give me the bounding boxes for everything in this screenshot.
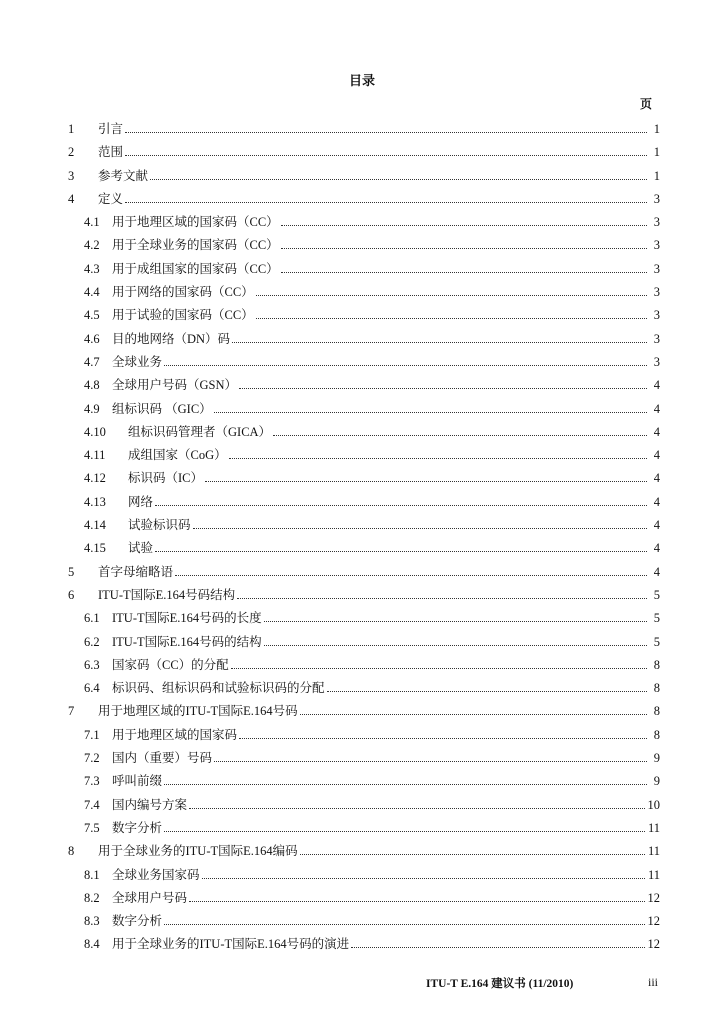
toc-entry[interactable] <box>68 304 660 327</box>
toc-page: 5 <box>653 634 660 649</box>
toc-page: 4 <box>653 401 660 416</box>
toc-number: 4.3 <box>84 261 100 276</box>
toc-page: 3 <box>653 261 660 276</box>
toc-page: 1 <box>653 122 660 136</box>
toc-number: 4.15 <box>84 541 106 556</box>
toc-page: 4 <box>653 424 660 439</box>
dot-leader <box>164 924 644 925</box>
toc-entry[interactable] <box>68 840 660 863</box>
toc-number: 7 <box>68 704 75 719</box>
toc-entry[interactable] <box>68 421 660 444</box>
toc-entry[interactable] <box>68 374 660 397</box>
toc-number: 7.3 <box>84 774 100 789</box>
toc-number: 4.11 <box>84 448 106 463</box>
toc-title: 标识码、组标识码和试验标识码的分配 <box>112 681 325 696</box>
toc-page: 3 <box>653 354 660 369</box>
toc-title: 引言 <box>98 122 124 136</box>
toc-title: 成组国家（CoG） <box>128 448 227 463</box>
toc-entry[interactable] <box>68 747 660 770</box>
toc-title: 用于试验的国家码（CC） <box>112 308 254 323</box>
toc-entry[interactable] <box>68 281 660 304</box>
toc-title: 用于网络的国家码（CC） <box>112 285 254 300</box>
dot-leader <box>214 412 647 413</box>
toc-number: 7.4 <box>84 797 100 812</box>
toc-number: 4.14 <box>84 518 106 533</box>
toc-number: 4.1 <box>84 215 100 230</box>
toc-page: 10 <box>647 797 660 812</box>
toc-title: 组标识码管理者（GICA） <box>128 424 272 439</box>
footer-page-number: iii <box>648 975 659 989</box>
dot-leader <box>281 248 647 249</box>
dot-leader <box>125 132 647 133</box>
toc-title: ITU-T国际E.164号码结构 <box>98 587 236 602</box>
toc-page: 8 <box>653 704 660 719</box>
toc-number: 8.2 <box>84 890 100 905</box>
toc-number: 7.2 <box>84 751 100 766</box>
toc-page: 8 <box>653 657 660 672</box>
toc-entry[interactable] <box>68 398 660 421</box>
toc-title: 全球用户号码（GSN） <box>112 378 238 393</box>
toc-entry[interactable] <box>68 933 660 956</box>
dot-leader <box>164 831 645 832</box>
toc-page: 4 <box>653 448 660 463</box>
dot-leader <box>237 598 647 599</box>
toc-page: 4 <box>653 541 660 556</box>
toc-title: 用于全球业务的ITU-T国际E.164编码 <box>98 844 298 859</box>
toc-entry[interactable] <box>68 141 660 164</box>
dot-leader <box>189 808 644 809</box>
toc-number: 8.4 <box>84 937 100 952</box>
toc-title: 范围 <box>98 145 124 160</box>
dot-leader <box>214 761 647 762</box>
toc-page: 9 <box>653 751 660 766</box>
toc-number: 4.12 <box>84 471 106 486</box>
dot-leader <box>273 435 647 436</box>
toc-title: 定义 <box>98 191 124 206</box>
dot-leader <box>202 878 645 879</box>
dot-leader <box>231 668 647 669</box>
toc-page: 11 <box>647 820 660 835</box>
toc-entry[interactable] <box>68 165 660 188</box>
toc-title: 试验 <box>128 541 154 556</box>
toc-entry[interactable] <box>68 211 660 234</box>
toc-entry[interactable] <box>68 328 660 351</box>
toc-number: 4.7 <box>84 354 100 369</box>
toc-title: 标识码（IC） <box>128 471 204 486</box>
toc-title: 目的地网络（DN）码 <box>112 331 231 346</box>
toc-title: ITU-T国际E.164号码的结构 <box>112 634 262 649</box>
dot-leader <box>239 738 647 739</box>
toc-entry[interactable] <box>68 234 660 257</box>
dot-leader <box>264 621 647 622</box>
dot-leader <box>300 854 645 855</box>
toc-page: 5 <box>653 611 660 626</box>
toc-number: 8.1 <box>84 867 100 882</box>
toc-title: 网络 <box>128 494 154 509</box>
toc-page: 3 <box>653 308 660 323</box>
toc-number: 6 <box>68 587 75 602</box>
toc-entry[interactable] <box>68 724 660 747</box>
toc-number: 3 <box>68 168 75 183</box>
toc-title: ITU-T国际E.164号码的长度 <box>112 611 262 626</box>
toc-entry[interactable] <box>68 118 660 141</box>
toc-number: 6.1 <box>84 611 100 626</box>
toc-page: 4 <box>653 564 660 579</box>
dot-leader <box>164 365 647 366</box>
toc-number: 1 <box>68 122 75 136</box>
toc-entry[interactable] <box>68 258 660 281</box>
toc-number: 6.2 <box>84 634 100 649</box>
toc-number: 4.13 <box>84 494 106 509</box>
toc-title: 用于全球业务的ITU-T国际E.164号码的演进 <box>112 937 350 952</box>
toc-number: 8.3 <box>84 914 100 929</box>
toc-number: 2 <box>68 145 75 160</box>
toc-number: 4.9 <box>84 401 100 416</box>
toc-number: 4 <box>68 191 75 206</box>
page-title: 目录 <box>348 73 375 88</box>
dot-leader <box>256 318 647 319</box>
dot-leader <box>239 388 647 389</box>
toc-entry[interactable] <box>68 351 660 374</box>
toc-entry[interactable] <box>68 654 660 677</box>
toc-entry[interactable] <box>68 537 660 560</box>
dot-leader <box>205 481 647 482</box>
toc-entry[interactable] <box>68 491 660 514</box>
toc-entry[interactable] <box>68 584 660 607</box>
toc-title: 数字分析 <box>112 914 163 929</box>
toc-title: 用于地理区域的国家码 <box>112 727 238 742</box>
dot-leader <box>351 947 644 948</box>
page-column-label: 页 <box>640 97 653 111</box>
toc-page: 3 <box>653 238 660 253</box>
toc-page: 12 <box>647 914 660 929</box>
toc-page: 3 <box>653 285 660 300</box>
toc-number: 4.5 <box>84 308 100 323</box>
toc-title: 用于成组国家的国家码（CC） <box>112 261 279 276</box>
toc-title: 用于全球业务的国家码（CC） <box>112 238 279 253</box>
dot-leader <box>175 575 647 576</box>
toc-entry[interactable] <box>68 770 660 793</box>
toc-title: 国家码（CC）的分配 <box>112 657 229 672</box>
toc-number: 7.1 <box>84 727 100 742</box>
toc-number: 4.2 <box>84 238 100 253</box>
toc-title: 参考文献 <box>98 168 149 183</box>
dot-leader <box>281 272 647 273</box>
dot-leader <box>155 551 647 552</box>
toc-page: 12 <box>647 937 660 952</box>
toc-page: 3 <box>653 215 660 230</box>
toc-entry[interactable] <box>68 864 660 887</box>
toc-number: 8 <box>68 844 75 859</box>
toc-title: 用于地理区域的ITU-T国际E.164号码 <box>98 704 298 719</box>
toc-page: 4 <box>653 518 660 533</box>
dot-leader <box>281 225 647 226</box>
toc-number: 4.10 <box>84 424 106 439</box>
toc-title: 首字母缩略语 <box>98 564 174 579</box>
toc-title: 试验标识码 <box>128 518 191 533</box>
toc-page: 1 <box>653 145 660 160</box>
toc-title: 组标识码 （GIC） <box>112 401 212 416</box>
toc-entry[interactable] <box>68 700 660 723</box>
toc-entry[interactable] <box>68 444 660 467</box>
dot-leader <box>155 505 647 506</box>
toc-number: 4.6 <box>84 331 100 346</box>
dot-leader <box>189 901 644 902</box>
toc-entry[interactable] <box>68 607 660 630</box>
dot-leader <box>125 155 647 156</box>
toc-entry[interactable] <box>68 887 660 910</box>
toc-page: 4 <box>653 378 660 393</box>
toc-page: 11 <box>647 844 660 859</box>
toc-page: 5 <box>653 587 660 602</box>
toc-title: 国内（重要）号码 <box>112 751 213 766</box>
toc-page: 4 <box>653 471 660 486</box>
toc-entry[interactable] <box>68 188 660 211</box>
toc-title: 全球业务国家码 <box>112 867 200 882</box>
toc-page: 1 <box>653 168 660 183</box>
toc-entry[interactable] <box>68 514 660 537</box>
toc-title: 全球用户号码 <box>112 890 188 905</box>
toc-title: 用于地理区域的国家码（CC） <box>112 215 279 230</box>
toc-entry[interactable] <box>68 817 660 840</box>
toc-page: 8 <box>653 727 660 742</box>
toc-page: 9 <box>653 774 660 789</box>
toc-entry[interactable] <box>68 677 660 700</box>
toc-entry[interactable] <box>68 467 660 490</box>
dot-leader <box>232 342 647 343</box>
toc-page: 12 <box>647 890 660 905</box>
toc-page: 8 <box>653 681 660 696</box>
toc-number: 4.8 <box>84 378 100 393</box>
toc-entry[interactable] <box>68 561 660 584</box>
dot-leader <box>193 528 647 529</box>
dot-leader <box>150 179 647 180</box>
toc-entry[interactable] <box>68 910 660 933</box>
dot-leader <box>256 295 647 296</box>
table-of-contents <box>68 118 660 957</box>
dot-leader <box>125 202 647 203</box>
dot-leader <box>264 645 647 646</box>
toc-number: 4.4 <box>84 285 100 300</box>
toc-entry[interactable] <box>68 631 660 654</box>
dot-leader <box>300 714 647 715</box>
toc-title: 数字分析 <box>112 820 163 835</box>
toc-entry[interactable] <box>68 794 660 817</box>
dot-leader <box>327 691 647 692</box>
toc-title: 国内编号方案 <box>112 797 188 812</box>
toc-number: 6.3 <box>84 657 100 672</box>
footer-document-id: ITU-T E.164 建议书 (11/2010) <box>426 978 574 990</box>
toc-page: 3 <box>653 331 660 346</box>
toc-number: 6.4 <box>84 681 100 696</box>
dot-leader <box>229 458 647 459</box>
toc-number: 7.5 <box>84 820 100 835</box>
toc-page: 11 <box>647 867 660 882</box>
toc-title: 呼叫前缀 <box>112 774 163 789</box>
toc-page: 3 <box>653 191 660 206</box>
toc-title: 全球业务 <box>112 354 163 369</box>
toc-number: 5 <box>68 564 75 579</box>
dot-leader <box>164 784 647 785</box>
toc-page: 4 <box>653 494 660 509</box>
